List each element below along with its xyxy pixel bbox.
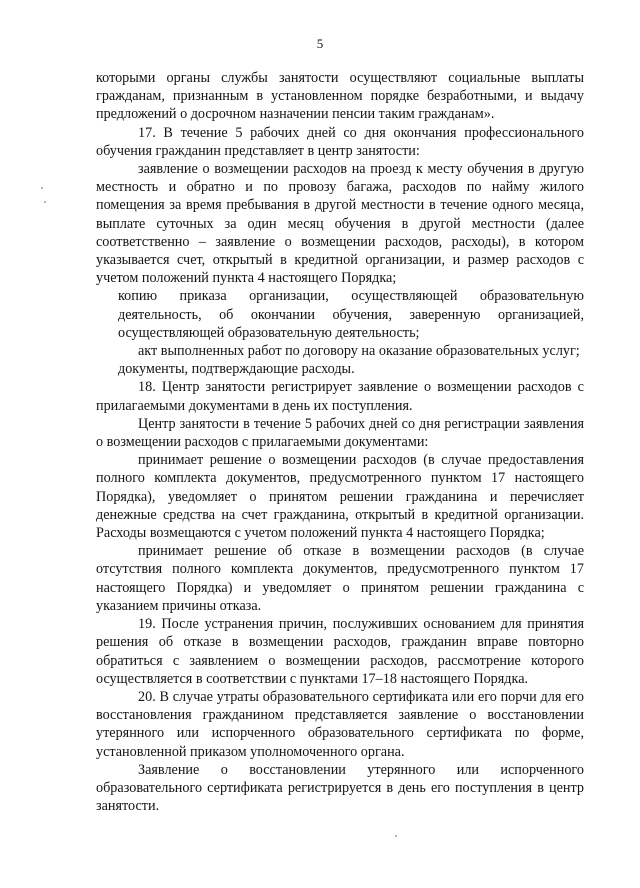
paragraph-decision-refuse: принимает решение об отказе в возмещении расходов (в случае отсутствия полного комплекта документов, предусмотренного пунктом 17 настоящего Порядка) и уведомляет о принятом решении гражданина с указанием причины отказа. [96, 543, 584, 614]
scan-speck [41, 187, 43, 189]
paragraph-employment-center-review: Центр занятости в течение 5 рабочих дней со дня регистрации заявления о возмещении расходов с прилагаемыми документами: [96, 415, 584, 451]
paragraph-order-copy: копию приказа организации, осуществляющей образовательную деятельность, об окончании обучения, заверенную организацией, осуществляющей образовательную деятельность; [118, 288, 584, 341]
paragraph-work-act: акт выполненных работ по договору на оказание образовательных услуг; [138, 343, 580, 360]
paragraph-decision-reimburse: принимает решение о возмещении расходов (в случае предоставления полного комплекта документов, предусмотренного пунктом 17 настоящего Порядка), уведомляет о принятом решении гражданина и перечисляет денежные средства на счет гражданина, открытый в кредитной организации. Расходы возмещаются с учетом положений пункта 4 настоящего Порядка; [96, 452, 584, 542]
paragraph-expense-documents: документы, подтверждающие расходы. [118, 361, 355, 378]
paragraph-item-18: 18. Центр занятости регистрирует заявление о возмещении расходов с прилагаемыми документами в день их поступления. [96, 379, 584, 414]
paragraph-item-19: 19. После устранения причин, послуживших основанием для принятия решения об отказе в возмещении расходов, гражданин вправе повторно обратиться с заявлением о возмещении расходов, рассмотрение которого осуществляется в соответствии с пунктами 17–18 настоящего Порядка. [96, 616, 584, 687]
paragraph-restoration-registration: Заявление о восстановлении утерянного или испорченного образовательного сертификата регистрируется в день его поступления в центр занятости. [96, 761, 584, 815]
scan-speck [44, 201, 46, 203]
paragraph-continuation: которыми органы службы занятости осуществляют социальные выплаты гражданам, признанным в установленном порядке безработными, и выдачу предложений о досрочном назначении пенсии таким гражданам». [96, 70, 584, 123]
paragraph-item-20: 20. В случае утраты образовательного сертификата или его порчи для его восстановления гражданином представляется заявление о восстановлении утерянного или испорченного образовательного сертификата по форме, установленной приказом уполномоченного органа. [96, 688, 584, 760]
scan-speck [395, 835, 397, 837]
paragraph-item-17: 17. В течение 5 рабочих дней со дня окончания профессионального обучения гражданин представляет в центр занятости: [96, 124, 584, 159]
paragraph-reimbursement-application: заявление о возмещении расходов на проезд к месту обучения в другую местность и обратно и по провозу багажа, расходов по найму жилого помещения за время пребывания в другой местности в течение одного месяца, выплате суточных за один месяц обучения в другой местности (далее соответственно – заявление о возмещении расходов, расходы), в котором указывается счет, открытый в кредитной организации, и размер расходов с учетом положений пункта 4 настоящего Порядка; [96, 161, 584, 287]
page-number: 5 [316, 36, 324, 51]
document-body [96, 69, 584, 815]
